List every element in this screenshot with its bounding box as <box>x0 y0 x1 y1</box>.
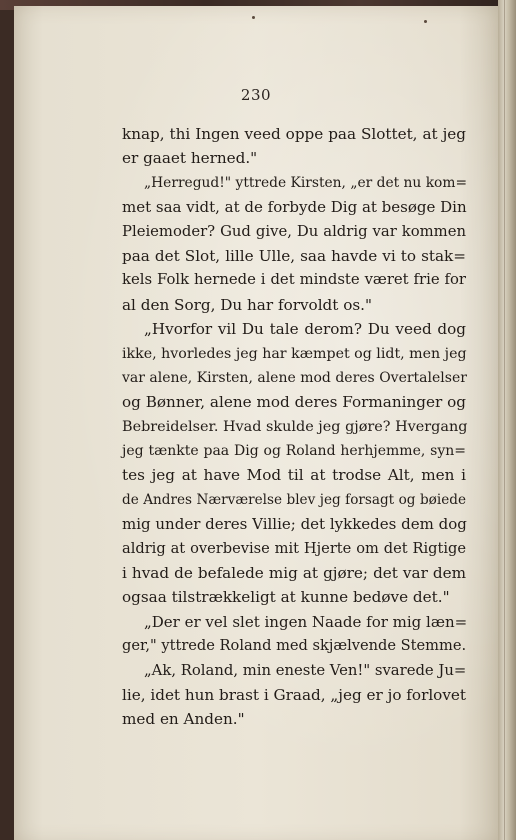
page-stack-edge <box>498 0 516 840</box>
text-line: mig under deres Villie; det lykkedes dem dog <box>122 515 467 534</box>
text-line: al den Sorg, Du har forvoldt os." <box>122 295 372 314</box>
text-line: aldrig at overbevise mit Hjerte om det Rigtige <box>122 539 466 557</box>
text-line: paa det Slot, lille Ulle, saa havde vi to stak= <box>122 246 466 265</box>
text-line: og Bønner, alene mod deres Formaninger og <box>122 393 466 412</box>
text-line: „Der er vel slet ingen Naade for mig læn= <box>144 612 468 631</box>
text-line: „Herregud!" yttrede Kirsten, „er det nu kom= <box>144 174 468 191</box>
text-line: var alene, Kirsten, alene mod deres Overtalelser <box>122 369 467 386</box>
text-line: „Ak, Roland, min eneste Ven!" svarede Ju= <box>144 661 467 679</box>
text-line: tes jeg at have Mod til at trodse Alt, men i <box>122 466 466 485</box>
text-line: ger," yttrede Roland med skjælvende Stemme. <box>122 637 467 655</box>
text-line: „Hvorfor vil Du tale derom? Du veed dog <box>144 320 466 339</box>
text-line: ikke, hvorledes jeg har kæmpet og lidt, men jeg <box>122 345 467 362</box>
text-line: jeg tænkte paa Dig og Roland herhjemme, syn= <box>122 443 466 460</box>
text-line: lie, idet hun brast i Graad, „jeg er jo forlovet <box>122 685 466 704</box>
text-line: med en Anden." <box>122 710 245 729</box>
text-line: Bebreidelser. Hvad skulde jeg gjøre? Hvergang <box>122 418 468 435</box>
page-number: 230 <box>240 86 272 104</box>
text-line: er gaaet herned." <box>122 149 258 168</box>
text-line: de Andres Nærværelse blev jeg forsagt og bøiede <box>122 491 466 508</box>
ink-speck <box>252 16 255 19</box>
text-line: i hvad de befalede mig at gjøre; det var dem <box>122 564 466 583</box>
text-line: ogsaa tilstrækkeligt at kunne bedøve det." <box>122 588 450 607</box>
text-line: met saa vidt, at de forbyde Dig at besøge Din <box>122 198 467 217</box>
text-line: knap, thi Ingen veed oppe paa Slottet, at jeg <box>122 125 466 143</box>
body-text <box>122 122 466 732</box>
text-line: kels Folk hernede i det mindste været frie for <box>122 271 466 289</box>
ink-speck <box>424 20 427 23</box>
paper-page <box>14 6 498 840</box>
text-line: Pleiemoder? Gud give, Du aldrig var kommen <box>122 222 466 240</box>
